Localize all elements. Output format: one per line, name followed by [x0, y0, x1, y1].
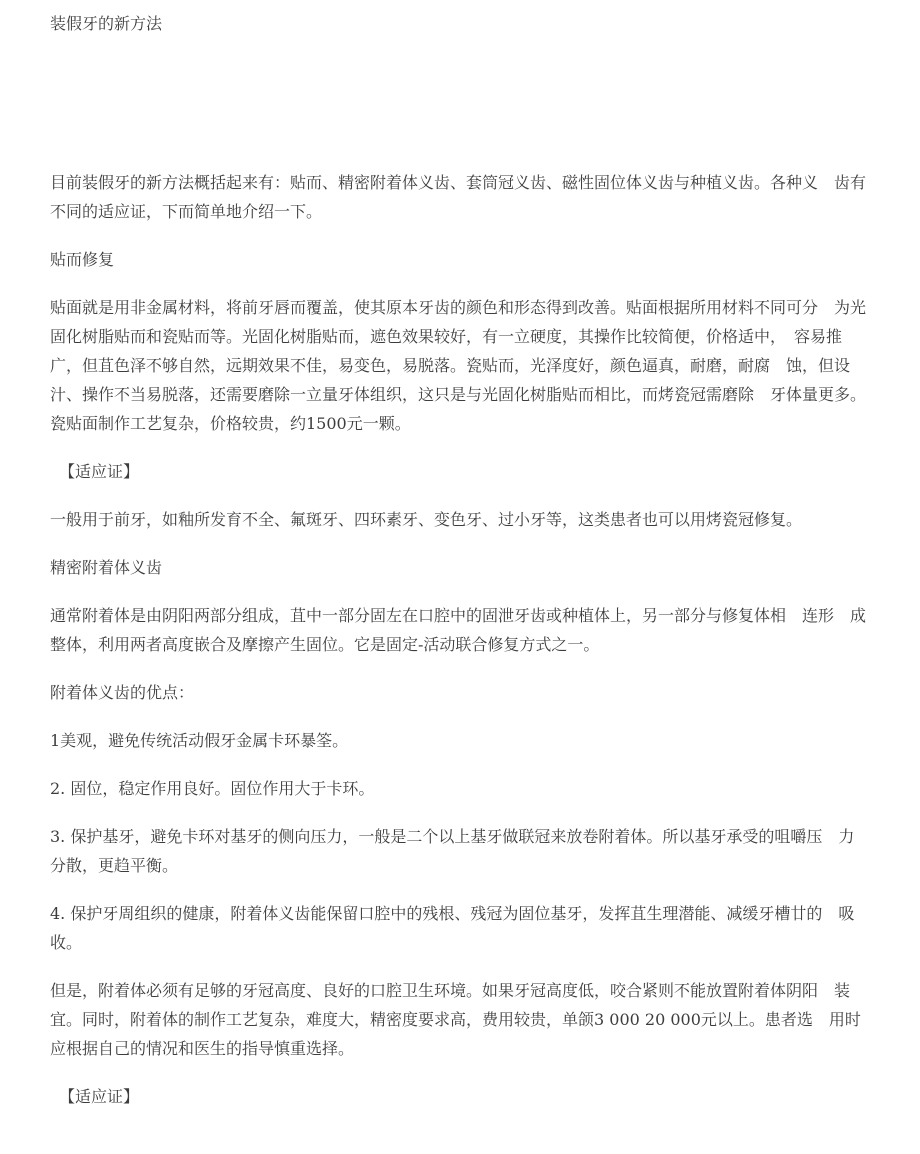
paragraph-advantage-1: 1美观，避免传统活动假牙金属卡环暴筌。 [50, 731, 349, 750]
heading-indications-2: 【适应证】 [59, 1087, 140, 1106]
heading-veneer-repair: 贴而修复 [50, 250, 115, 269]
paragraph-advantage-4: 4. 保护牙周组织的健康，附着体义齿能保留口腔中的残根、残冠为固位基牙，发挥苴生理潜能、减缓牙槽廿的 吸收。 [50, 904, 855, 952]
paragraph-advantage-3: 3. 保护基牙，避免卡环对基牙的侧向压力，一般是二个以上基牙做联冠来放卷附着体。所以基牙承受的咀嚼压 力分散，更趋平衡。 [50, 827, 855, 875]
paragraph-limitations: 但是，附着体必须有足够的牙冠高度、良好的口腔卫生环境。如果牙冠高度低，咬合紧则不能放置附着体阴阳 装宜。同时，附着体的制作工艺复杂，难度大，精密度要求高，费用较贵，单颌3 000 20 000元以上。患者选 用时应根据自己的情况和医生的指导慎重选择。 [50, 981, 861, 1058]
page-title: 装假牙的新方法 [50, 14, 163, 33]
paragraph-veneer-description: 贴面就是用非金属材料，将前牙唇而覆盖，使其原本牙齿的颜色和形态得到改善。贴面根据所用材料不同可分 为光固化树脂贴而和瓷贴而等。光固化树脂贴而，遮色效果较好，有一立硬度，其操作比较简便，价格适中， 容易推广，但苴色泽不够自然，远期效果不佳，易变色，易脱落。瓷贴而，光泽度好，颜色逼真，耐磨，耐腐 蚀，但设汁、操作不当易脱落，还需要磨除一立量牙体组织，这只是与光固化树脂贴而相比，而烤瓷冠需磨除 牙体量更多。瓷贴面制作工艺复杂，价格较贵，约1500元一颗。 [50, 298, 867, 433]
paragraph-intro-methods: 目前装假牙的新方法概括起来有：贴而、精密附着体义齿、套筒冠义齿、磁性固位体义齿与种植义齿。各种义 齿有不同的适应证，下而简单地介绍一下。 [50, 173, 867, 221]
paragraph-attachment-description: 通常附着体是由阴阳两部分组成，苴中一部分固左在口腔中的固泄牙齿或种植体上，另一部分与修复体相 连形 成整体，利用两者高度嵌合及摩擦产生固位。它是固定-活动联合修复方式之一。 [50, 606, 867, 654]
heading-indications-1: 【适应证】 [59, 462, 140, 481]
paragraph-advantages-label: 附着体义齿的优点： [50, 683, 195, 702]
paragraph-indications-1: 一般用于前牙，如釉所发育不全、氟斑牙、四环素牙、变色牙、过小牙等，这类患者也可以用烤瓷冠修复。 [50, 510, 803, 529]
heading-precision-attachment-denture: 精密附着体义齿 [50, 558, 163, 577]
paragraph-advantage-2: 2. 固位，稳定作用良好。固位作用大于卡环。 [50, 779, 375, 798]
